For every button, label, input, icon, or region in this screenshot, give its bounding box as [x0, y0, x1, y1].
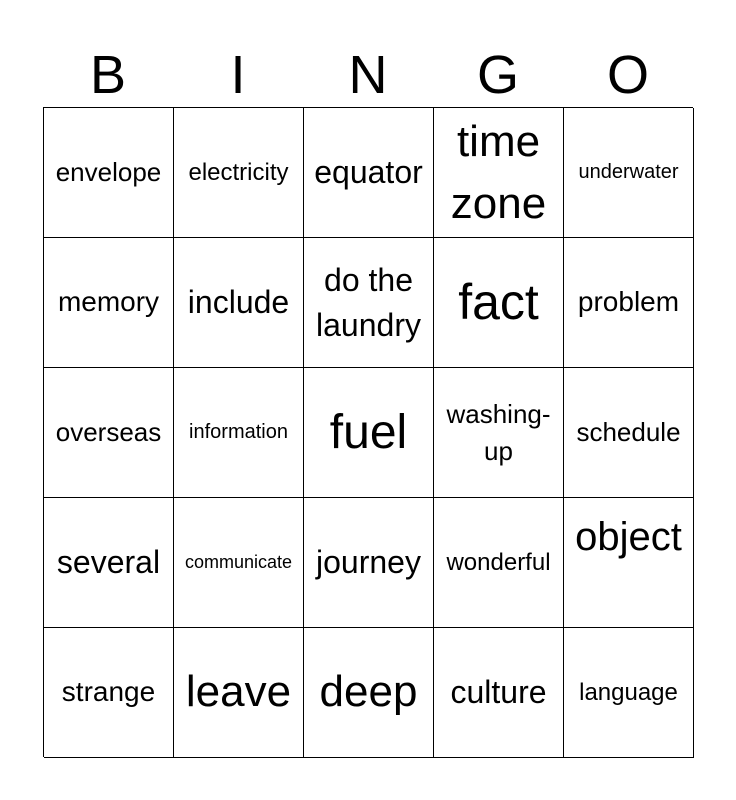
bingo-cell-word: include [187, 284, 290, 321]
bingo-cell[interactable] [174, 498, 304, 628]
bingo-cell[interactable] [174, 238, 304, 368]
header-letter-o: O [606, 45, 649, 105]
bingo-cell[interactable] [44, 498, 174, 628]
bingo-cell-word: communicate [184, 552, 293, 573]
bingo-cell[interactable] [434, 108, 564, 238]
bingo-cell-word: schedule [576, 416, 681, 447]
bingo-cell[interactable] [434, 368, 564, 498]
bingo-cell[interactable] [304, 498, 434, 628]
bingo-header [43, 42, 693, 108]
bingo-cell-word: several [56, 544, 161, 581]
bingo-cell[interactable] [434, 498, 564, 628]
bingo-cell[interactable] [304, 108, 434, 238]
header-letter-g: G [476, 45, 519, 105]
bingo-cell-word: wonderful [446, 548, 551, 576]
bingo-cell-word: time zone [450, 116, 547, 228]
bingo-cell-word: culture [450, 674, 547, 711]
bingo-cell-word: object [575, 515, 682, 559]
bingo-cell-word: overseas [55, 416, 162, 447]
bingo-cell[interactable] [174, 108, 304, 238]
bingo-cell[interactable] [44, 628, 174, 758]
bingo-cell[interactable] [434, 238, 564, 368]
bingo-cell-word: equator [314, 154, 423, 191]
bingo-cell[interactable] [564, 108, 694, 238]
bingo-cell-word: journey [316, 544, 421, 581]
bingo-cell[interactable] [564, 628, 694, 758]
bingo-cell-word: fuel [329, 405, 408, 459]
bingo-cell-word: envelope [55, 156, 162, 187]
bingo-cell[interactable] [304, 368, 434, 498]
bingo-board [43, 107, 693, 757]
bingo-cell[interactable] [44, 238, 174, 368]
bingo-cell[interactable] [434, 628, 564, 758]
bingo-cell[interactable] [174, 368, 304, 498]
bingo-cell[interactable] [304, 238, 434, 368]
bingo-cell[interactable] [174, 628, 304, 758]
bingo-cell[interactable] [44, 368, 174, 498]
bingo-cell[interactable] [564, 498, 694, 628]
bingo-cell-word: electricity [188, 158, 289, 186]
bingo-cell-word: leave [185, 667, 292, 717]
bingo-cell-word: washing-up [446, 399, 551, 466]
bingo-cell[interactable] [44, 108, 174, 238]
header-letter-n: N [348, 45, 388, 105]
header-letter-b: B [89, 45, 127, 105]
bingo-cell-word: information [189, 421, 288, 443]
header-letter-i: I [230, 45, 246, 105]
bingo-cell-word: problem [577, 286, 680, 318]
bingo-cell-word: deep [319, 667, 418, 717]
bingo-cell-word: fact [458, 273, 539, 330]
bingo-cell[interactable] [564, 238, 694, 368]
bingo-cell-word: memory [57, 286, 160, 318]
bingo-cell-word: underwater [578, 161, 679, 183]
bingo-cell-word: language [579, 678, 678, 706]
bingo-cell[interactable] [304, 628, 434, 758]
bingo-cell-word: do the laundry [316, 261, 421, 343]
bingo-cell[interactable] [564, 368, 694, 498]
bingo-cell-word: strange [61, 676, 156, 708]
